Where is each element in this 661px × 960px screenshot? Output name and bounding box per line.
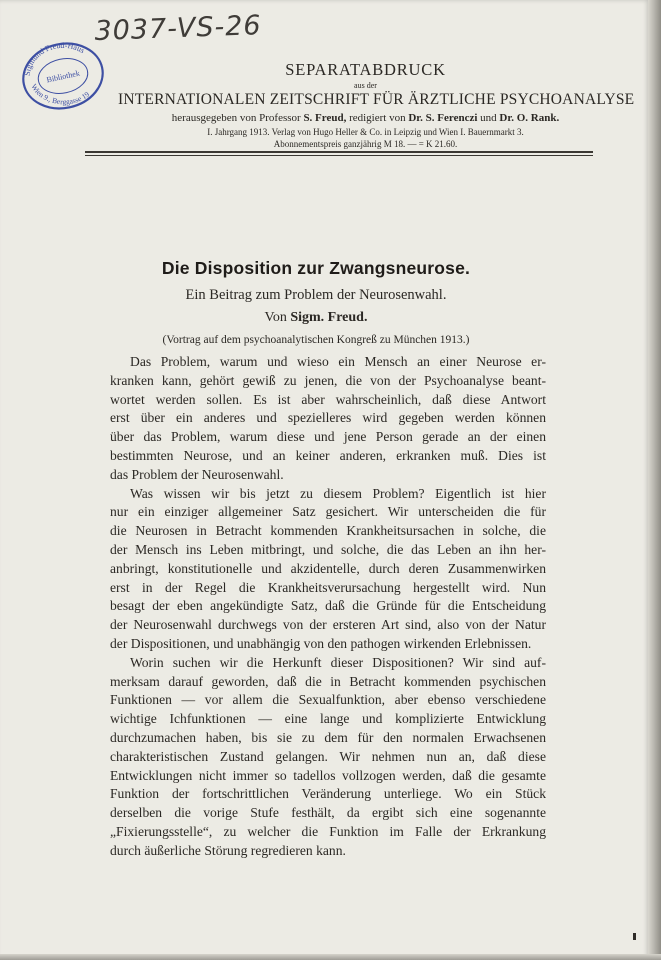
- stamp-text-bottom: Wien 9., Berggasse 19: [29, 82, 92, 107]
- body-line: merksam darauf geworden, daß die in Betracht kommenden psychischen: [110, 673, 546, 689]
- body-line: kranken kann, gehört gewiß zu jenen, die von der Psychoanalyse beant-: [110, 372, 546, 388]
- aus-der-label: aus der: [354, 81, 377, 90]
- body-line: durch äußerliche Störung regredieren kann.: [110, 842, 346, 858]
- body-line: das Problem der Neurosenwahl.: [110, 466, 284, 482]
- header-rule-thin: [85, 155, 593, 156]
- price-line: Abonnementspreis ganzjährig M 18. — = K 21.60.: [273, 139, 458, 149]
- stamp-text-top: Sigmund Freud-Haus: [22, 40, 87, 77]
- article-author: [0, 310, 632, 326]
- page-edge-bottom: [0, 954, 661, 960]
- library-stamp: [20, 38, 106, 110]
- separatabdruck-heading: SEPARATABDRUCK: [285, 60, 446, 79]
- stamp-text-center: Bibliothek: [45, 68, 81, 85]
- publisher-line: I. Jahrgang 1913. Verlag von Hugo Heller & Co. in Leipzig und Wien I. Bauernmarkt 3.: [207, 127, 524, 137]
- body-line: über das Problem, warum diese und jene Person gerade an der einen: [110, 429, 546, 445]
- body-line: erst über ein anderes und spezielleres wird gegeben werden können: [110, 410, 546, 426]
- page-mark: [633, 933, 636, 940]
- body-line: „Fixierungsstelle“, zu welcher die Funktion im Falle der Erkrankung: [110, 823, 546, 839]
- article-body: [110, 353, 546, 861]
- body-line: Das Problem, warum und wieso ein Mensch an einer Neurose er-: [130, 354, 546, 369]
- author-name: Sigm. Freud.: [290, 310, 368, 325]
- header-rule-thick: [85, 151, 593, 153]
- lecture-note: (Vortrag auf dem psychoanalytischen Kongreß zu München 1913.): [162, 334, 470, 346]
- body-line: besagt der eben angekündigte Satz, daß die Gründe für die Entscheidung: [110, 598, 546, 614]
- editor-ferenczi: Dr. S. Ferenczi: [408, 112, 478, 124]
- editor-freud: S. Freud,: [303, 112, 347, 124]
- body-line: Worin suchen wir die Herkunft dieser Dispositionen? Wir sind auf-: [130, 654, 546, 670]
- editors-middle: redigiert von: [349, 112, 406, 124]
- body-line: Funktionen — vor allem die Sexualfunktion, aber ebenso verschiedene: [110, 692, 546, 708]
- author-prefix: Von: [264, 310, 287, 325]
- body-line: bestimmten Neurose, und an keiner anderen, erkranken muß. Dies ist: [110, 447, 546, 463]
- body-line: wortet werden sollen. Es ist aber wahrscheinlich, daß diese Antwort: [110, 391, 546, 407]
- article-subtitle: Ein Beitrag zum Problem der Neurosenwahl.: [185, 287, 447, 303]
- body-line: anbringt, konstitutionelle und akzidentelle, durch deren Zusammenwirken: [110, 560, 546, 576]
- body-line: Entwicklungen nicht immer so tadellos vollzogen werden, daß die gesamte: [110, 767, 546, 783]
- editor-rank: Dr. O. Rank.: [499, 112, 560, 124]
- body-line: die Neurosen in Betracht kommenden Krankheitsursachen in solche, die: [110, 523, 546, 539]
- body-line: der Dispositionen, und unabhängig von den pathogen wirkenden Erlebnissen.: [110, 635, 532, 651]
- body-line: durchzumachen haben, bis sie zu dem für den normalen Erwachsenen: [110, 729, 546, 745]
- article-title: Die Disposition zur Zwangsneurose.: [161, 258, 471, 278]
- handwritten-catalog-number: 3037-VS-26: [94, 10, 263, 47]
- body-line: derselben die vorige Stufe festhält, da ergibt sich eine sogenannte: [110, 805, 546, 821]
- body-line: der Mensch ins Leben mitbringt, und solche, die das Leben an ihn her-: [110, 541, 546, 557]
- body-line: wichtige Ichfunktionen — eine lange und komplizierte Entwicklung: [110, 711, 546, 727]
- journal-header: [118, 60, 635, 150]
- body-line: Was wissen wir bis jetzt zu diesem Problem? Eigentlich ist hier: [130, 485, 546, 501]
- journal-title: INTERNATIONALEN ZEITSCHRIFT FÜR ÄRZTLICHE PSYCHOANALYSE: [118, 91, 635, 108]
- body-line: der Neurosenwahl durchwegs von der ersteren Art sind, also von der Natur: [110, 617, 546, 633]
- body-line: Funktion der fortschrittlichen Veränderung unterliege. Wo ein Stück: [110, 786, 546, 802]
- body-line: erst in der Regel die Krankheitsverursachung hergestellt wird. Nun: [110, 579, 546, 595]
- body-line: nur ein einziger allgemeiner Satz gesichert. Wir unterscheiden die für: [110, 504, 546, 520]
- body-line: charakteristischen Zustand gelangen. Wir nehmen nun an, daß diese: [110, 748, 546, 764]
- editors-line: [118, 111, 613, 125]
- page-edge-right: [648, 0, 661, 960]
- editors-prefix: herausgegeben von Professor: [171, 112, 301, 124]
- editors-and: und: [480, 112, 497, 124]
